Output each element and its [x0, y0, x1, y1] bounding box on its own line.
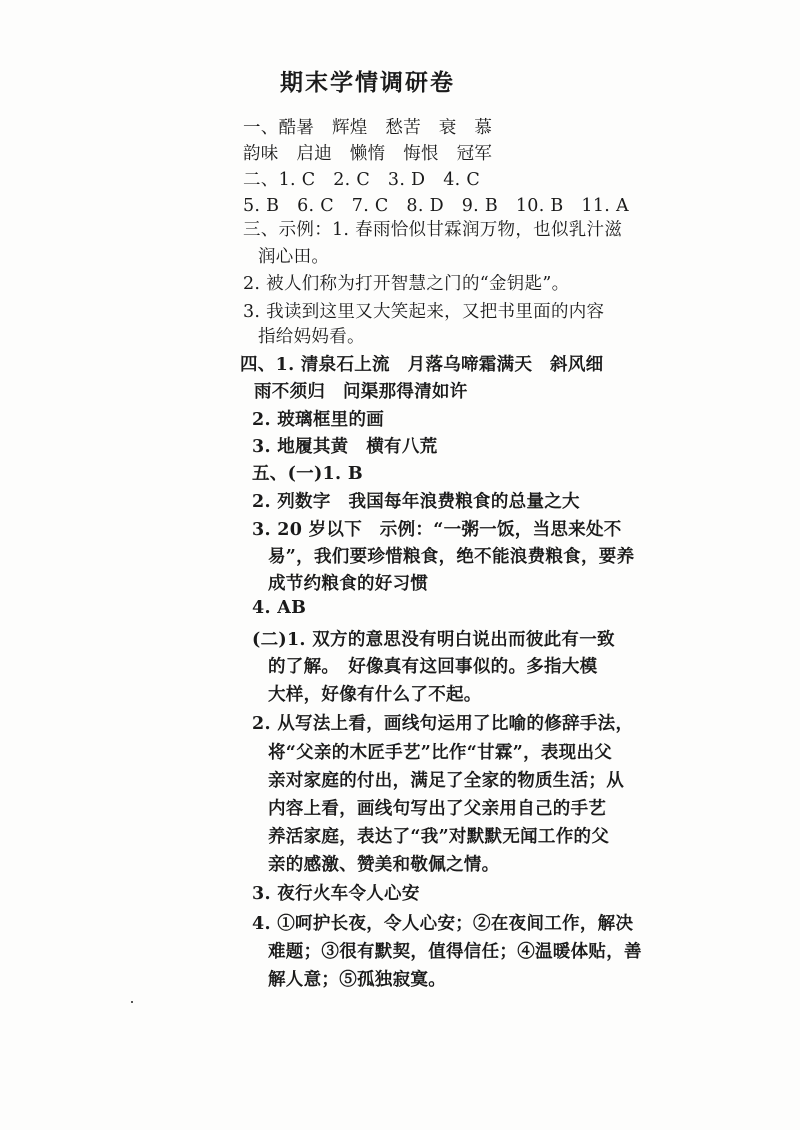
answer-line-4-1-cont: 雨不须归 问渠那得清如许 — [254, 382, 468, 402]
answer-line-1-1: 一、酷暑 辉煌 愁苦 衰 慕 — [243, 118, 493, 138]
answer-line-5-2-2-cont-a: 将“父亲的木匠手艺”比作“甘霖”，表现出父 — [268, 743, 613, 763]
answer-line-5-2-1: (二)1. 双方的意思没有明白说出而彼此有一致 — [252, 630, 615, 650]
answer-line-5-2-2-cont-b: 亲对家庭的付出，满足了全家的物质生活；从 — [268, 771, 624, 791]
page-title: 期末学情调研卷 — [280, 70, 455, 96]
answer-line-5-1-2: 2. 列数字 我国每年浪费粮食的总量之大 — [252, 492, 580, 512]
answer-line-4-1: 四、1. 清泉石上流 月落乌啼霜满天 斜风细 — [240, 355, 604, 375]
answer-line-5-2-1-cont-b: 大样，好像有什么了不起。 — [268, 685, 482, 705]
answer-line-2-1: 二、1. C 2. C 3. D 4. C — [243, 170, 481, 190]
answer-line-3-1: 三、示例：1. 春雨恰似甘霖润万物，也似乳汁滋 — [243, 220, 623, 240]
answer-line-5-1-4: 4. AB — [252, 598, 307, 618]
answer-line-4-3: 3. 地履其黄 横有八荒 — [252, 437, 438, 457]
answer-line-1-2: 韵味 启迪 懒惰 悔恨 冠军 — [243, 144, 493, 164]
scan-speck — [131, 1001, 133, 1003]
answer-line-5-2-4: 4. ①呵护长夜，令人心安；②在夜间工作，解决 — [252, 914, 634, 934]
answer-line-5-2-2: 2. 从写法上看，画线句运用了比喻的修辞手法， — [252, 714, 634, 734]
answer-line-3-1-cont: 润心田。 — [258, 247, 330, 267]
answer-line-4-2: 2. 玻璃框里的画 — [252, 410, 385, 430]
answer-line-5-1-3-cont-b: 成节约粮食的好习惯 — [268, 574, 429, 594]
answer-line-3-3: 3. 我读到这里又大笑起来，又把书里面的内容 — [243, 302, 605, 322]
answer-line-2-2: 5. B 6. C 7. C 8. D 9. B 10. B 11. A — [243, 196, 629, 216]
answer-line-5-2-1-cont-a: 的了解。 好像真有这回事似的。多指大模 — [268, 657, 598, 677]
answer-line-5-1-1: 五、(一)1. B — [252, 464, 363, 484]
answer-line-5-2-2-cont-c: 内容上看，画线句写出了父亲用自己的手艺 — [268, 799, 607, 819]
answer-line-5-1-3-cont-a: 易”，我们要珍惜粮食，绝不能浪费粮食，要养 — [268, 547, 635, 567]
answer-line-5-2-4-cont-b: 解人意；⑤孤独寂寞。 — [268, 970, 446, 990]
answer-line-5-2-2-cont-d: 养活家庭，表达了“我”对默默无闻工作的父 — [268, 827, 610, 847]
answer-line-5-2-4-cont-a: 难题；③很有默契，值得信任；④温暖体贴，善 — [268, 942, 642, 962]
answer-line-3-2: 2. 被人们称为打开智慧之门的“金钥匙”。 — [243, 274, 570, 294]
answer-line-3-3-cont: 指给妈妈看。 — [258, 327, 365, 347]
answer-line-5-2-3: 3. 夜行火车令人心安 — [252, 884, 420, 904]
answer-line-5-1-3: 3. 20 岁以下 示例：“一粥一饭，当思来处不 — [252, 520, 622, 540]
answer-line-5-2-2-cont-e: 亲的感激、赞美和敬佩之情。 — [268, 855, 500, 875]
